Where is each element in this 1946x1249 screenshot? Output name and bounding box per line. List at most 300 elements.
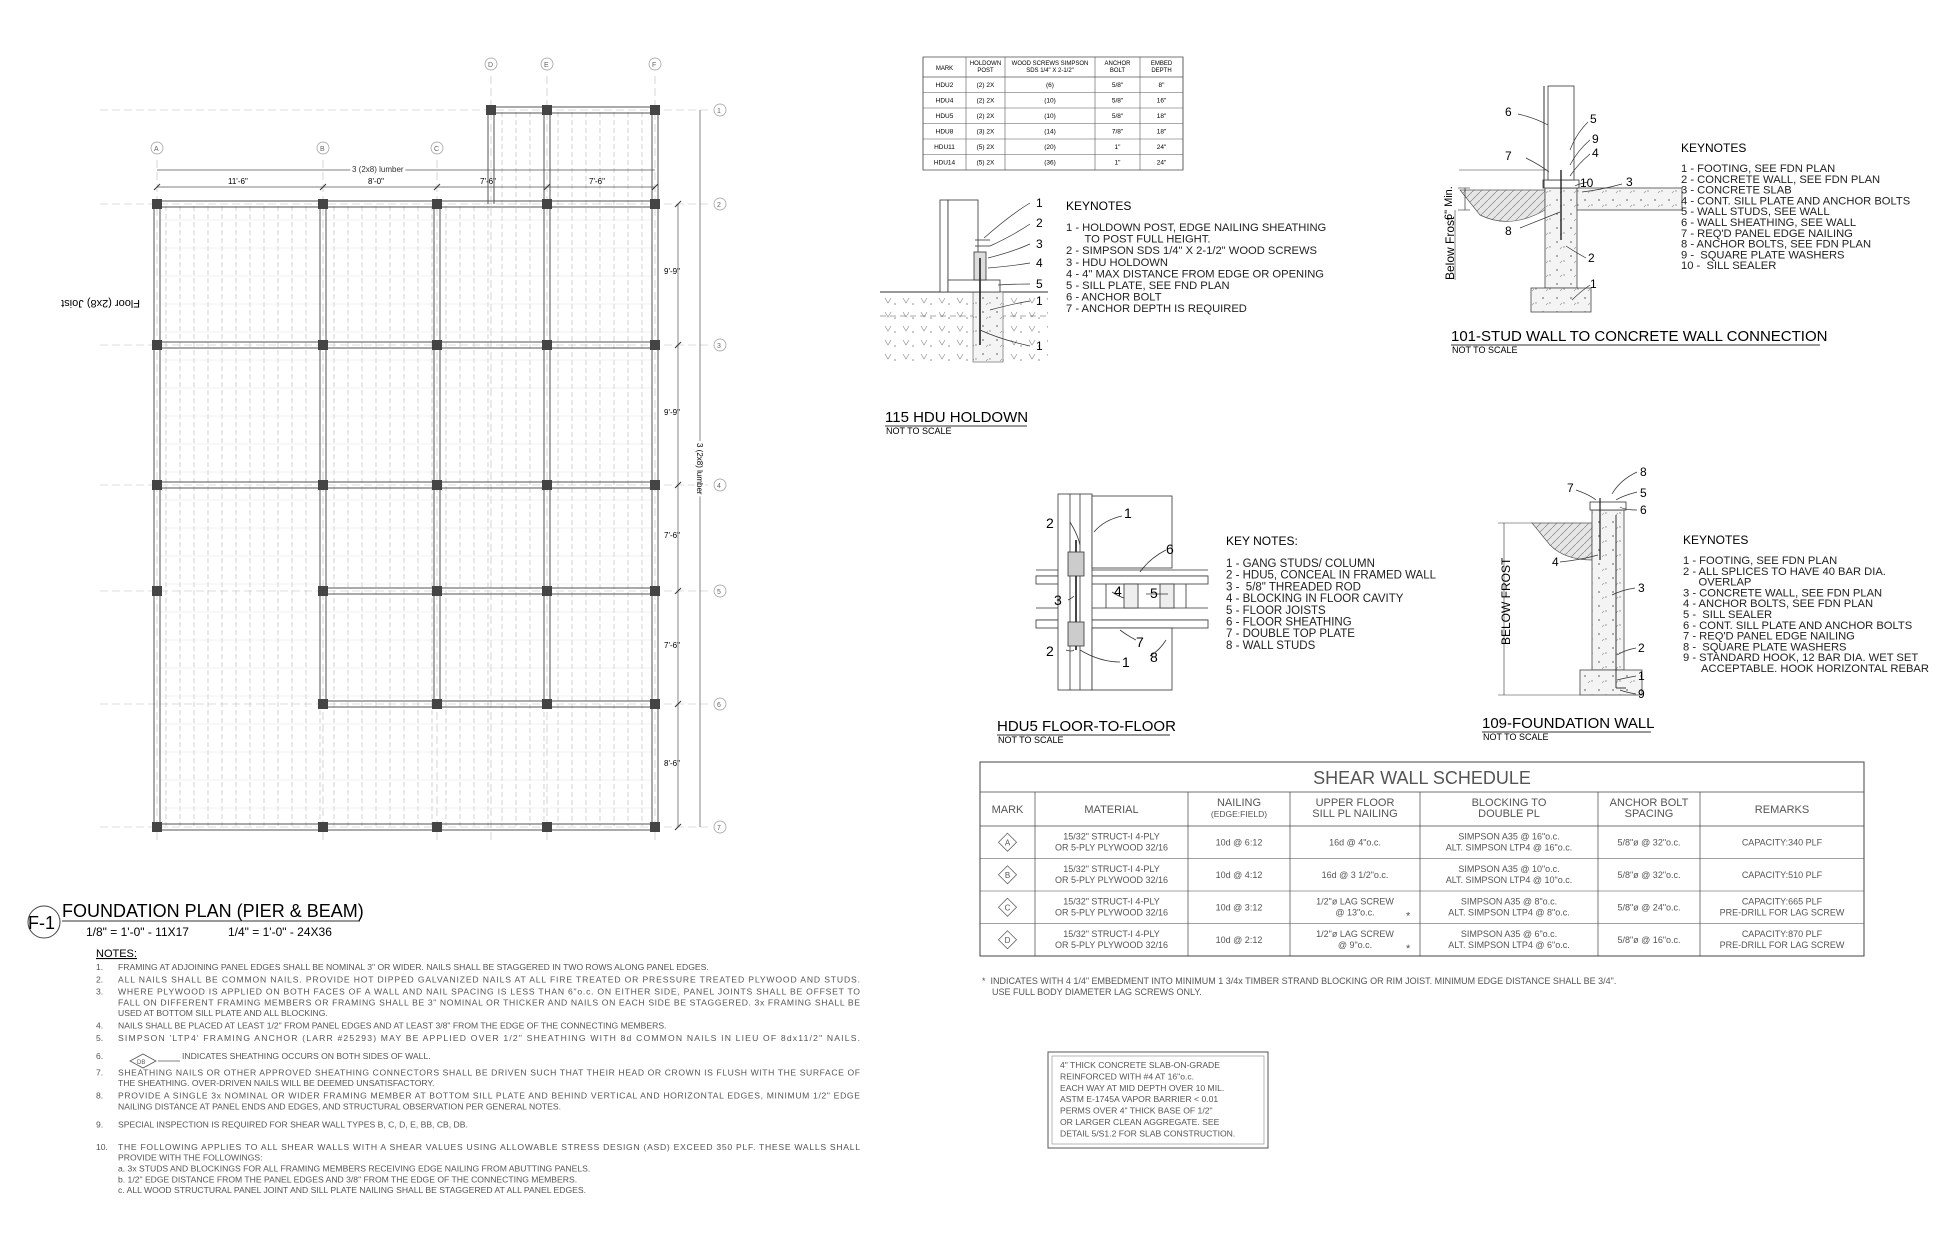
schedule-cell: 15/32" STRUCT-I 4-PLY [1063,831,1160,842]
note-number: 7. [96,1067,104,1078]
dim-label: 7'-6" [589,177,605,186]
schedule-cell: OR 5-PLY PLYWOOD 32/16 [1054,907,1169,918]
hdu-cell: (3) 2X [976,128,995,136]
callout-number: 9 [1638,687,1645,701]
hdu-cell: (2) 2X [976,113,995,120]
joist-hatching [160,112,652,826]
grid-label: E [544,62,549,69]
detail-101-keynotes [1681,163,1910,272]
callout-number: 8 [1150,649,1158,665]
pier [432,586,442,596]
callout-number: 7 [1505,149,1512,163]
slab-note-line: OR LARGER CLEAN AGGREGATE. SEE [1060,1117,1220,1127]
hdu-cell: (36) [1044,159,1056,167]
keynote: 1 - GANG STUDS/ COLUMN [1226,558,1375,570]
plan-scale-1: 1/8" = 1'-0" - 11X17 [86,925,189,939]
hdu-header: SDS 1/4" X 2-1/2" [1026,68,1074,74]
hdu-cell: 24" [1156,159,1167,167]
pier [318,822,328,832]
schedule-cell: 1/2"ø LAG SCREW [1316,928,1394,939]
keynote: 6 - WALL SHEATHING, SEE WALL [1681,217,1857,229]
schedule-cell: SIMPSON A35 @ 8"o.c. [1460,896,1558,907]
keynote: TO POST FULL HEIGHT. [1066,233,1211,246]
mark-label: C [1004,903,1011,913]
note-number: 10. [96,1141,108,1152]
schedule-cell: 15/32" STRUCT-I 4-PLY [1063,863,1160,874]
grid-label: 1 [717,108,721,115]
floor-joist-label: Floor (2x8) Joist [61,297,140,309]
pier [650,822,660,832]
callout-number: 6 [1640,503,1647,517]
callout-number: 1 [1036,196,1043,210]
mark-label: A [1004,838,1011,848]
schedule-cell: ALT. SIMPSON LTP4 @ 10"o.c. [1445,874,1573,885]
schedule-cell: SIMPSON A35 @ 16"o.c. [1458,831,1560,842]
grid-label: 5 [717,589,721,596]
callout-number: 4 [1114,583,1122,599]
hdu-cell: 7/8" [1111,128,1124,136]
callout-number: 3 [1036,237,1043,251]
callout-number: 6 [1505,105,1512,119]
detail-hdu5-scale: NOT TO SCALE [998,735,1064,745]
dim-label: 9'-9" [664,267,680,276]
schedule-cell: 10d @ 2:12 [1215,934,1263,945]
detail-115-title: 115 HDU HOLDOWN [885,409,1029,426]
schedule-cell: 5/8"ø @ 32"o.c. [1617,869,1681,880]
keynote: 1 - FOOTING, SEE FDN PLAN [1681,163,1836,175]
callout-number: 1 [1124,505,1132,521]
note-line: SHEATHING NAILS OR OTHER APPROVED SHEATHING CONNECTORS SHALL BE DRIVEN SUCH THAT THEIR HEAD OR CROWN IS FLUSH WITH THE SURFACE OF [118,1067,860,1078]
schedule-header: SPACING [1624,808,1674,820]
detail-hdu5-keynotes-title: KEY NOTES: [1226,534,1298,548]
grid-label: 3 [717,343,721,350]
schedule-cell: PRE-DRILL FOR LAG SCREW [1719,939,1845,950]
keynote: 5 - FLOOR JOISTS [1226,604,1326,617]
shear-footnote [982,976,1616,997]
note-line: a. 3x STUDS AND BLOCKINGS FOR ALL FRAMING MEMBERS RECEIVING EDGE NAILING FROM ABUTTING PANELS. [118,1163,591,1174]
schedule-cell: OR 5-PLY PLYWOOD 32/16 [1054,939,1169,950]
callout-number: 5 [1640,486,1647,500]
hdu-cell: HDU8 [935,128,954,136]
grid-lines [100,76,712,840]
grid-label: 7 [717,825,721,832]
callout-number: 4 [1592,146,1599,160]
pier [318,340,328,350]
slab-note-line: DETAIL 5/S1.2 FOR SLAB CONSTRUCTION. [1060,1128,1236,1139]
grid-label: F [652,62,657,69]
schedule-cell: SIMPSON A35 @ 6"o.c. [1460,928,1558,939]
footnote-line: * INDICATES WITH 4 1/4" EMBEDMENT INTO MINIMUM 1 3/4x TIMBER STRAND BLOCKING OR RIM JOIST. MINIMUM EDGE DISTANCE SHALL BE 3/4". [982,976,1617,986]
hdu-header: HOLDOWN [969,61,1002,67]
note-line: SIMPSON 'LTP4' FRAMING ANCHOR (LARR #25293) MAY BE APPLIED OVER 1/2" SHEATHING WITH 8d COMMON NAILS IN LIEU OF 8dx11/2" NAILS. [118,1032,860,1043]
note-line: PROVIDE A SINGLE 3x NOMINAL OR WIDER FRAMING MEMBER AT BOTTOM SILL PLATE AND BEHIND VERTICAL AND HORIZONTAL EDGES, MINIMUM 1/2" EDGE [118,1090,861,1101]
hdu-cell: (10) [1044,97,1056,105]
keynote: 4 - BLOCKING IN FLOOR CAVITY [1226,593,1404,606]
note-line: b. 1/2" EDGE DISTANCE FROM THE PANEL EDGES AND 3/8" FROM THE EDGE OF THE CONNECTING MEMBERS. [118,1174,578,1185]
detail-115-keynotes [1066,222,1326,315]
star-mark: * [1406,942,1411,955]
pier [542,199,552,209]
keynote: 5 - SILL PLATE, SEE FND PLAN [1066,280,1230,292]
hdu-cell: 5/8" [1111,113,1124,120]
pier [152,340,162,350]
detail-101-drawing [1455,86,1682,312]
callout-number: 3 [1626,175,1633,189]
grid-label: 2 [717,202,721,209]
schedule-cell: 15/32" STRUCT-I 4-PLY [1063,928,1160,939]
dim-label: 8'-0" [368,177,384,186]
plan-title: FOUNDATION PLAN (PIER & BEAM) [62,901,364,921]
detail-101-scale: NOT TO SCALE [1452,345,1518,355]
schedule-cell: 10d @ 6:12 [1215,837,1263,848]
schedule-cell: @ 9"o.c. [1337,939,1373,950]
slab-note [1048,1052,1268,1148]
detail-109-below-frost: BELOW FROST [1499,557,1513,645]
hdu-cell: HDU2 [935,82,954,89]
lumber-side: 3 (2x8) lumber [695,443,704,495]
hdu-cell: 1" [1114,159,1121,167]
pier [318,699,328,709]
note-line: NAILING DISTANCE AT PANEL ENDS AND EDGES, AND STRUCTURAL OBSERVATION PER GENERAL NOTES. [118,1101,561,1112]
callout-number: 5 [1150,585,1158,601]
shear-wall-schedule [980,762,1864,956]
schedule-cell: 5/8"ø @ 24"o.c. [1617,902,1681,913]
hdu-cell: (6) [1046,82,1054,89]
mark-label: B [1004,870,1011,880]
note-number: 5. [96,1032,104,1043]
schedule-cell: 15/32" STRUCT-I 4-PLY [1063,896,1160,907]
schedule-header: MARK [991,804,1024,816]
schedule-cell: ALT. SIMPSON LTP4 @ 16"o.c. [1445,842,1573,853]
pier [152,199,162,209]
hdu-header: POST [977,68,994,74]
hdu-cell: HDU14 [933,159,956,167]
grid-label: 4 [717,483,721,490]
callout-number: 2 [1638,641,1645,655]
note-number: 9. [96,1119,104,1130]
schedule-cell: 16d @ 4"o.c. [1329,837,1381,848]
schedule-header: DOUBLE PL [1478,808,1540,820]
schedule-cell: OR 5-PLY PLYWOOD 32/16 [1054,842,1169,853]
pier [432,340,442,350]
keynote: OVERLAP [1683,576,1752,589]
schedule-header: (EDGE:FIELD) [1210,809,1268,819]
callout-number: 2 [1046,515,1054,531]
callout-number: 3 [1638,581,1645,595]
dim-label: 7'-6" [480,177,496,186]
sheet-id: F-1 [28,913,55,933]
pier [650,105,660,115]
note-line: THE FOLLOWING APPLIES TO ALL SHEAR WALLS WITH A SHEAR VALUES USING ALLOWABLE STRESS DESIGN (ASD) EXCEED 350 PLF. THESE WALLS SHALL [118,1141,860,1152]
callout-number: 2 [1036,216,1043,230]
keynote: 8 - ANCHOR BOLTS, SEE FDN PLAN [1681,238,1872,251]
slab-note-line: EACH WAY AT MID DEPTH OVER 10 MIL. [1060,1082,1225,1093]
hdu-table [923,57,1183,170]
pier [152,586,162,596]
note-line: FALL ON DIFFERENT FRAMING MEMBERS OR FRAMING SHALL BE 3" NOMINAL OR THICKER AND NAILS ON EACH SIDE BE STAGGERED. 3x FRAMING SHALL BE [118,997,860,1008]
pier [486,105,496,115]
detail-109-foundation-wall [1482,465,1929,742]
pier [650,480,660,490]
note-line: THE SHEATHING. OVER-DRIVEN NAILS WILL BE DEEMED UNSATISFACTORY. [118,1078,435,1089]
detail-101-below-frost: Below Frost [1443,216,1457,280]
pier [650,586,660,596]
note6-symbol-label: DB [137,1060,146,1066]
pier [432,199,442,209]
notes-heading: NOTES: [96,948,137,960]
note-line: INDICATES SHEATHING OCCURS ON BOTH SIDES OF WALL. [182,1051,431,1062]
callout-number: 10 [1580,176,1594,190]
hdu-cell: (10) [1044,113,1056,120]
pier [432,480,442,490]
hdu-cell: 5/8" [1111,97,1124,105]
note-line: WHERE PLYWOOD IS APPLIED ON BOTH FACES OF A WALL AND NAIL SPACING IS LESS THAN 6"o.c. ON EITHER SIDE, PANEL JOINTS SHALL BE OFFSET TO [118,986,860,997]
grid-label: C [434,146,440,153]
note-line: NAILS SHALL BE PLACED AT LEAST 1/2" FROM PANEL EDGES AND AT LEAST 3/8" FROM THE EDGE OF THE CONNECTING MEMBERS. [118,1020,667,1031]
callout-number: 1 [1590,277,1597,291]
pier [542,340,552,350]
callout-number: 2 [1046,643,1054,659]
note6-symbol [130,1054,180,1068]
hdu-cell: (2) 2X [976,97,995,105]
keynote: 3 - CONCRETE WALL, SEE FDN PLAN [1683,587,1883,600]
pier [318,199,328,209]
pier [318,480,328,490]
callout-number: 2 [1588,251,1595,265]
keynote: 2 - SIMPSON SDS 1/4" X 2-1/2" WOOD SCREWS [1066,245,1318,258]
keynote: 3 - 5/8" THREADED ROD [1226,581,1361,594]
plan-scale-2: 1/4" = 1'-0" - 24X36 [228,925,332,939]
schedule-cell: PRE-DRILL FOR LAG SCREW [1719,907,1845,918]
hdu-cell: (14) [1044,128,1056,136]
pier [542,822,552,832]
grid-label: D [488,62,494,69]
callout-number: 8 [1640,465,1647,479]
pier [318,586,328,596]
callout-number: 9 [1592,132,1599,146]
hdu-cell: HDU4 [935,97,954,105]
pier [650,699,660,709]
hdu-header: DEPTH [1151,68,1172,74]
pier [542,480,552,490]
hdu-cell: (5) 2X [976,144,995,151]
grid-label: A [154,146,159,153]
keynote: 2 - CONCRETE WALL, SEE FDN PLAN [1681,173,1881,186]
detail-101-stud-wall [1443,86,1910,355]
pier [542,586,552,596]
hdu-cell: (2) 2X [976,82,995,89]
detail-109-drawing [1498,472,1642,695]
keynote: 7 - REQ'D PANEL EDGE NAILING [1683,630,1855,643]
pier [152,480,162,490]
schedule-cell: ALT. SIMPSON LTP4 @ 6"o.c. [1448,939,1570,950]
keynote: 1 - HOLDOWN POST, EDGE NAILING SHEATHING [1066,222,1327,234]
slab-note-line: REINFORCED WITH #4 AT 16"o.c. [1060,1071,1195,1082]
callout-number: 1 [1036,294,1043,308]
detail-109-keynotes-title: KEYNOTES [1683,533,1749,547]
hdu-cell: 8" [1158,82,1165,89]
mark-label: D [1004,935,1011,945]
dim-label: 7'-6" [664,641,680,650]
note-number: 2. [96,974,104,985]
keynote: 6 - ANCHOR BOLT [1066,291,1162,304]
schedule-cell: ALT. SIMPSON LTP4 @ 8"o.c. [1448,907,1570,918]
note-line: PROVIDE WITH THE FOLLOWINGS: [118,1152,263,1163]
note-line: SPECIAL INSPECTION IS REQUIRED FOR SHEAR WALL TYPES B, C, D, E, BB, CB, DB. [118,1119,468,1130]
detail-109-keynotes [1683,555,1929,675]
keynote: 2 - HDU5, CONCEAL IN FRAMED WALL [1226,569,1437,582]
detail-115-hdu-holdown [880,196,1326,436]
hdu-header: WOOD SCREWS SIMPSON [1011,61,1089,67]
callout-number: 1 [1122,654,1130,670]
schedule-header: UPPER FLOOR [1315,797,1395,809]
footnote-line: USE FULL BODY DIAMETER LAG SCREWS ONLY. [982,987,1202,997]
callout-number: 3 [1054,592,1062,608]
keynote: 3 - HDU HOLDOWN [1066,256,1168,269]
hdu-cell: 24" [1156,144,1167,151]
slab-note-line: 4" THICK CONCRETE SLAB-ON-GRADE [1060,1060,1220,1070]
schedule-cell: CAPACITY:510 PLF [1741,869,1823,880]
keynote: 4 - 4" MAX DISTANCE FROM EDGE OR OPENING [1066,268,1324,281]
callout-number: 5 [1036,277,1043,291]
slab-note-line: PERMS OVER 4" THICK BASE OF 1/2" [1060,1105,1213,1116]
star-mark: * [1406,910,1411,923]
detail-115-keynotes-title: KEYNOTES [1066,199,1132,213]
hdu-cell: 18" [1156,113,1167,120]
beams [154,107,658,830]
keynote: ACCEPTABLE. HOOK HORIZONTAL REBAR [1683,663,1929,675]
schedule-header: BLOCKING TO [1471,797,1547,809]
keynote: 9 - SQUARE PLATE WASHERS [1681,249,1845,262]
grid-label: B [320,146,325,153]
hdu-cell: 16" [1156,97,1167,105]
note-number: 6. [96,1051,104,1062]
detail-101-title: 101-STUD WALL TO CONCRETE WALL CONNECTION [1451,328,1828,345]
detail-hdu5-keynotes [1226,558,1437,652]
general-notes [96,948,860,1195]
dim-label: 11'-6" [228,177,248,186]
hdu-cell: HDU5 [935,113,954,120]
keynote: 8 - SQUARE PLATE WASHERS [1683,641,1847,654]
schedule-cell: 16d @ 3 1/2"o.c. [1321,869,1389,880]
callout-number: 7 [1136,634,1144,650]
keynote: 4 - ANCHOR BOLTS, SEE FDN PLAN [1683,598,1874,611]
hdu-cell: (5) 2X [976,159,995,167]
schedule-header: REMARKS [1754,804,1810,816]
pier [650,340,660,350]
note-number: 1. [96,962,104,972]
detail-hdu5-floor-to-floor [997,494,1437,745]
callout-number: 8 [1505,224,1512,238]
keynote: 7 - DOUBLE TOP PLATE [1226,628,1355,641]
foundation-plan [28,58,726,939]
pier [542,105,552,115]
schedule-header: ANCHOR BOLT [1609,797,1689,809]
schedule-cell: OR 5-PLY PLYWOOD 32/16 [1054,874,1169,885]
schedule-title: SHEAR WALL SCHEDULE [1313,768,1531,788]
callout-number: 5 [1590,112,1597,126]
keynote: 9 - STANDARD HOOK, 12 BAR DIA. WET SET [1683,652,1919,665]
hdu-cell: 5/8" [1111,82,1124,89]
note-number: 8. [96,1090,104,1101]
note-line: ALL NAILS SHALL BE COMMON NAILS. PROVIDE HOT DIPPED GALVANIZED NAILS AT ALL FIRE TREATED OR PRESSURE TREATED PLYWOOD AND STUDS. [118,974,860,985]
hdu-header: MARK [935,66,954,72]
callout-number: 7 [1567,481,1574,495]
lumber-top: 3 (2x8) lumber [352,165,404,174]
keynote: 3 - CONCRETE SLAB [1681,184,1792,197]
keynote: 5 - WALL STUDS, SEE WALL [1681,206,1830,219]
keynote: 5 - SILL SEALER [1683,609,1773,621]
keynote: 10 - SILL SEALER [1681,260,1777,273]
note-number: 4. [96,1020,104,1031]
pier [542,699,552,709]
pier [432,699,442,709]
hdu-cell: 18" [1156,128,1167,136]
keynote: 7 - ANCHOR DEPTH IS REQUIRED [1066,303,1247,316]
schedule-header: NAILING [1216,797,1262,809]
schedule-cell: 5/8"ø @ 16"o.c. [1617,934,1681,945]
schedule-cell: CAPACITY:870 PLF [1741,928,1823,939]
hdu-cell: 1" [1114,144,1121,151]
slab-note-line: ASTM E-1745A VAPOR BARRIER < 0.01 [1060,1094,1219,1105]
pier [432,822,442,832]
schedule-header: MATERIAL [1084,804,1139,816]
schedule-cell: 10d @ 4:12 [1215,869,1263,880]
callout-number: 1 [1638,669,1645,683]
pier [650,199,660,209]
callout-number: 4 [1036,256,1043,270]
schedule-header: SILL PL NAILING [1312,808,1398,820]
hdu-cell: (20) [1044,144,1056,151]
pier [152,822,162,832]
schedule-cell: @ 13"o.c. [1335,907,1375,918]
schedule-cell: 10d @ 3:12 [1215,902,1263,913]
detail-115-drawing [880,200,1048,362]
keynote: 2 - ALL SPLICES TO HAVE 40 BAR DIA. [1683,565,1886,578]
grid-bubbles [151,58,726,833]
hdu-header: BOLT [1109,68,1126,74]
schedule-cell: CAPACITY:340 PLF [1741,837,1823,848]
keynote: 7 - REQ'D PANEL EDGE NAILING [1681,227,1853,240]
schedule-cell: CAPACITY:665 PLF [1741,896,1823,907]
notes-list [96,962,860,1195]
note-number: 3. [96,986,104,997]
callout-number: 4 [1552,555,1559,569]
piers [152,105,660,832]
detail-115-scale: NOT TO SCALE [886,426,952,436]
detail-101-six-min: 6" Min. [1443,186,1455,220]
note-line: FRAMING AT ADJOINING PANEL EDGES SHALL BE NOMINAL 3" OR WIDER. NAILS SHALL BE STAGGERED IN TWO ROWS ALONG PANEL EDGES. [118,962,709,972]
keynote: 6 - CONT. SILL PLATE AND ANCHOR BOLTS [1683,619,1913,632]
keynote: 6 - FLOOR SHEATHING [1226,616,1352,629]
schedule-cell: 5/8"ø @ 32"o.c. [1617,837,1681,848]
detail-hdu5-title: HDU5 FLOOR-TO-FLOOR [997,718,1176,735]
note-line: c. ALL WOOD STRUCTURAL PANEL JOINT AND SILL PLATE NAILING SHALL BE STAGGERED AT ALL PANEL EDGES. [118,1185,587,1196]
detail-109-scale: NOT TO SCALE [1483,732,1549,742]
callout-number: 6 [1166,541,1174,557]
callout-number: 1 [1036,339,1043,353]
hdu-header: ANCHOR [1104,61,1131,67]
detail-109-title: 109-FOUNDATION WALL [1482,715,1655,732]
keynote: 4 - CONT. SILL PLATE AND ANCHOR BOLTS [1681,195,1911,208]
grid-label: 6 [717,702,721,709]
note-line: USED AT BOTTOM SILL PLATE AND ALL BLOCKING. [118,1008,328,1019]
plan-dimensions [154,110,704,830]
hdu-cell: HDU11 [934,144,955,151]
dim-label: 9'-9" [664,408,680,417]
hdu-header: EMBED [1150,61,1173,67]
dim-label: 7'-6" [664,531,680,540]
